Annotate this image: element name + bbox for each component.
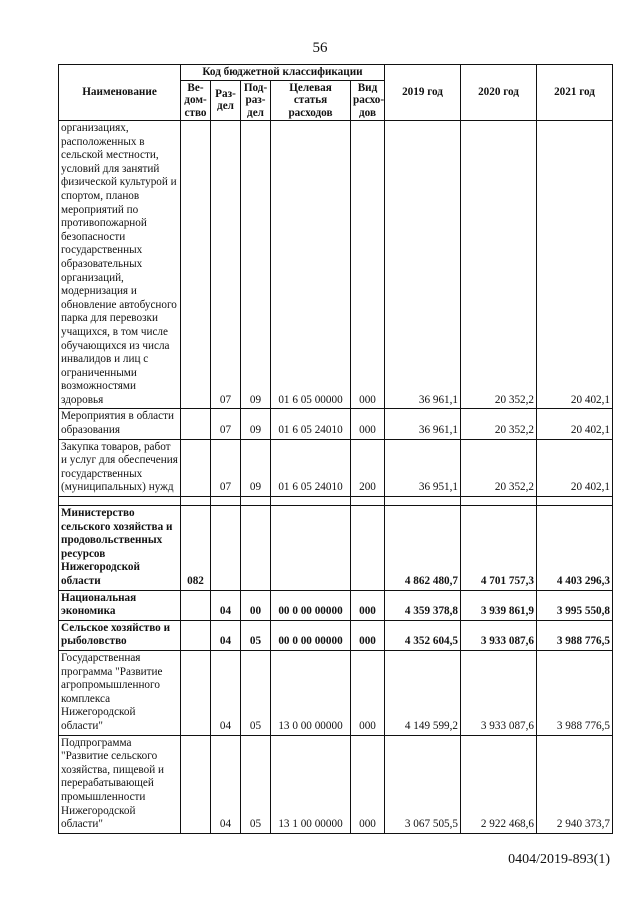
row-razdel: 04 (211, 620, 241, 650)
table-row (59, 439, 613, 496)
row-podrazdel: 09 (241, 409, 271, 439)
row-2019: 4 359 378,8 (385, 590, 461, 620)
row-csr: 01 6 05 24010 (271, 439, 351, 496)
header-vedomstvo: Ве-дом-ство (181, 80, 211, 121)
spacer-row (59, 497, 613, 506)
table-row (59, 121, 613, 409)
row-ved (181, 590, 211, 620)
row-name: Государственная программа "Развитие агропромышленного комплекса Нижегородской области" (59, 650, 181, 735)
row-csr: 00 0 00 00000 (271, 620, 351, 650)
row-name: Сельское хозяйство и рыболовство (59, 620, 181, 650)
row-2019: 36 961,1 (385, 409, 461, 439)
header-razdel: Раз-дел (211, 80, 241, 121)
row-podrazdel: 09 (241, 439, 271, 496)
row-2020: 3 933 087,6 (461, 650, 537, 735)
row-podrazdel: 09 (241, 121, 271, 409)
row-vr: 000 (351, 735, 385, 833)
table-row (59, 506, 613, 591)
row-2021: 4 403 296,3 (537, 506, 613, 591)
document-code: 0404/2019-893(1) (508, 852, 610, 867)
row-podrazdel: 00 (241, 590, 271, 620)
budget-table (58, 64, 613, 834)
row-ved (181, 439, 211, 496)
row-ved (181, 735, 211, 833)
row-ved: 082 (181, 506, 211, 591)
row-vr: 000 (351, 409, 385, 439)
table-row (59, 590, 613, 620)
header-2020: 2020 год (461, 65, 537, 121)
row-2021: 3 988 776,5 (537, 620, 613, 650)
table-row (59, 650, 613, 735)
row-podrazdel: 05 (241, 620, 271, 650)
row-csr: 01 6 05 24010 (271, 409, 351, 439)
row-name: Подпрограмма "Развитие сельского хозяйства, пищевой и перерабатывающей промышленности Нижегородской области" (59, 735, 181, 833)
row-csr: 13 1 00 00000 (271, 735, 351, 833)
row-razdel (211, 506, 241, 591)
row-podrazdel: 05 (241, 650, 271, 735)
row-2020: 20 352,2 (461, 409, 537, 439)
row-2019: 4 862 480,7 (385, 506, 461, 591)
row-2019: 3 067 505,5 (385, 735, 461, 833)
row-razdel: 07 (211, 409, 241, 439)
row-vr: 000 (351, 590, 385, 620)
row-2020: 20 352,2 (461, 439, 537, 496)
row-name: Мероприятия в области образования (59, 409, 181, 439)
row-2021: 2 940 373,7 (537, 735, 613, 833)
row-name: организациях, расположенных в сельской местности, условий для занятий физической культурой и спортом, планов мероприятий по противопожарной безопасности государственных образовательных организаций, модернизация и обновление автобусного парка для перевозки учащихся, в том числе обучающихся из числа инвалидов и лиц с ограниченными возможностями здоровья (59, 121, 181, 409)
row-2020: 3 939 861,9 (461, 590, 537, 620)
header-vr: Вид расхо-дов (351, 80, 385, 121)
row-vr: 000 (351, 620, 385, 650)
row-csr: 01 6 05 00000 (271, 121, 351, 409)
row-2021: 20 402,1 (537, 409, 613, 439)
row-ved (181, 409, 211, 439)
row-2021: 20 402,1 (537, 439, 613, 496)
header-code-group: Код бюджетной классификации (181, 65, 385, 81)
row-razdel: 07 (211, 439, 241, 496)
row-name: Национальная экономика (59, 590, 181, 620)
row-csr: 00 0 00 00000 (271, 590, 351, 620)
table-row (59, 620, 613, 650)
header-2021: 2021 год (537, 65, 613, 121)
row-vr: 200 (351, 439, 385, 496)
row-vr (351, 506, 385, 591)
table-row (59, 735, 613, 833)
row-2020: 20 352,2 (461, 121, 537, 409)
row-2019: 36 951,1 (385, 439, 461, 496)
row-vr: 000 (351, 121, 385, 409)
row-ved (181, 121, 211, 409)
row-2021: 3 988 776,5 (537, 650, 613, 735)
row-2021: 3 995 550,8 (537, 590, 613, 620)
row-2021: 20 402,1 (537, 121, 613, 409)
row-2019: 4 149 599,2 (385, 650, 461, 735)
row-2020: 2 922 468,6 (461, 735, 537, 833)
row-podrazdel: 05 (241, 735, 271, 833)
row-ved (181, 620, 211, 650)
table-row (59, 409, 613, 439)
row-podrazdel (241, 506, 271, 591)
header-podrazdel: Под-раз-дел (241, 80, 271, 121)
row-ved (181, 650, 211, 735)
header-csr: Целевая статья расходов (271, 80, 351, 121)
row-2019: 36 961,1 (385, 121, 461, 409)
row-name: Министерство сельского хозяйства и продовольственных ресурсов Нижегородской области (59, 506, 181, 591)
row-2020: 3 933 087,6 (461, 620, 537, 650)
row-razdel: 04 (211, 650, 241, 735)
header-name: Наименование (59, 65, 181, 121)
row-csr: 13 0 00 00000 (271, 650, 351, 735)
row-razdel: 04 (211, 590, 241, 620)
row-vr: 000 (351, 650, 385, 735)
header-2019: 2019 год (385, 65, 461, 121)
row-name: Закупка товаров, работ и услуг для обеспечения государственных (муниципальных) нужд (59, 439, 181, 496)
row-razdel: 04 (211, 735, 241, 833)
row-2019: 4 352 604,5 (385, 620, 461, 650)
row-csr (271, 506, 351, 591)
row-2020: 4 701 757,3 (461, 506, 537, 591)
page-number: 56 (312, 40, 328, 56)
row-razdel: 07 (211, 121, 241, 409)
